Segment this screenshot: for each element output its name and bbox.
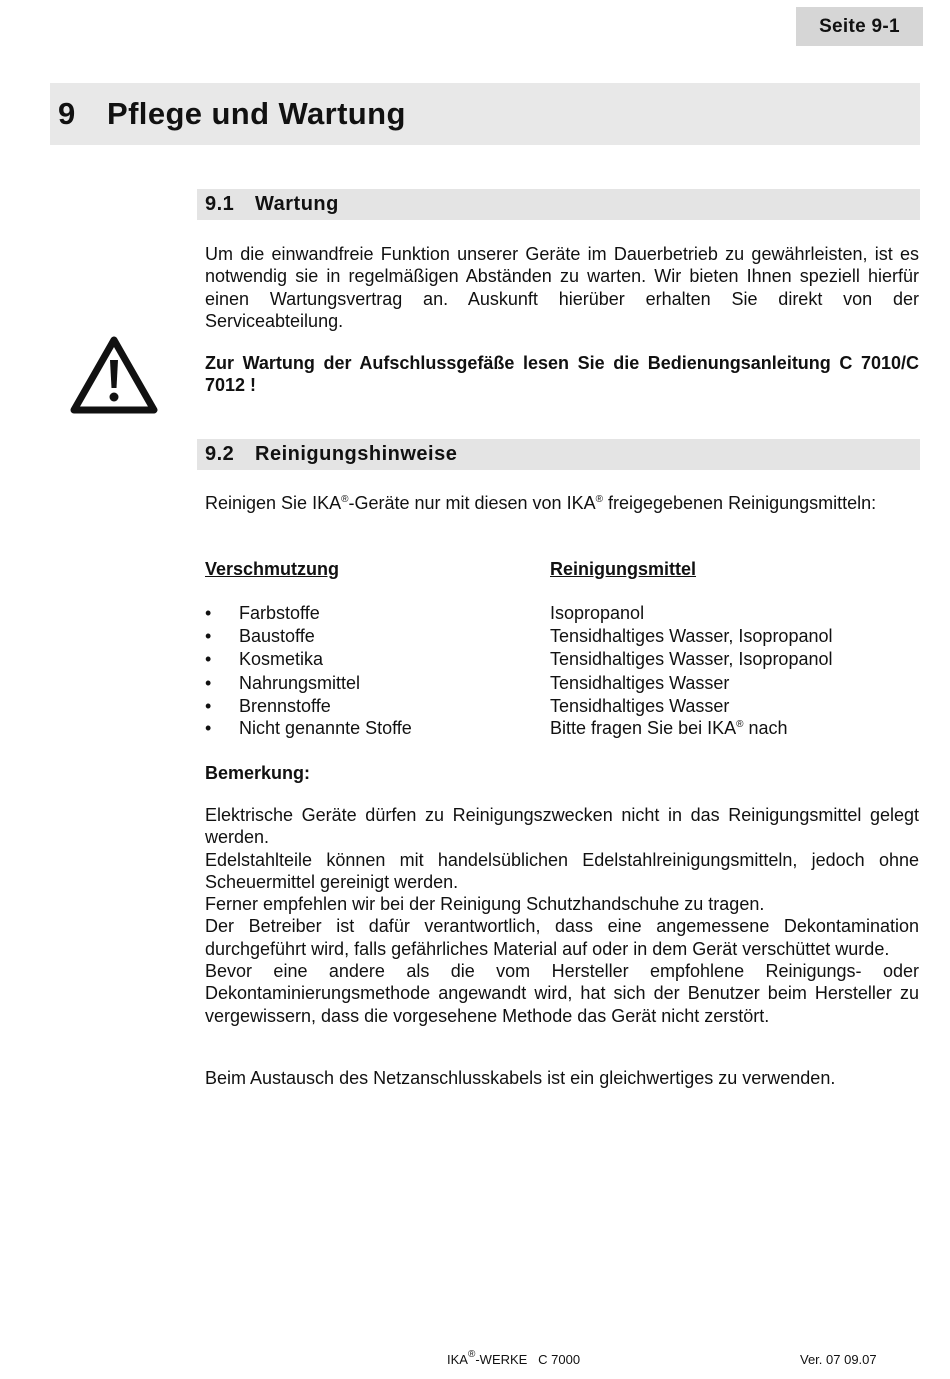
bullet: • <box>205 718 212 738</box>
cable-replacement-note: Beim Austausch des Netzanschlusskabels ist ein gleichwertiges zu verwenden. <box>205 1068 836 1088</box>
cleaning-agent: Tensidhaltiges Wasser <box>550 673 730 693</box>
agent-text-tail: nach <box>743 718 788 738</box>
registered-mark: ® <box>467 1349 476 1360</box>
contamination-column-header: Verschmutzung <box>205 559 340 579</box>
cleaning-agent: Tensidhaltiges Wasser <box>550 696 730 716</box>
section-heading-reinigungshinweise <box>197 439 920 470</box>
cleaning-table-row <box>205 648 919 671</box>
remark-line: Ferner empfehlen wir bei der Reinigung Schutzhandschuhe zu tragen. <box>205 894 765 915</box>
footer-brand <box>447 1351 580 1369</box>
contamination-type: Baustoffe <box>239 626 315 646</box>
section-title: Reinigungshinweise <box>255 443 458 465</box>
cleaning-table-row <box>205 602 919 625</box>
cleaning-table-row <box>205 625 919 648</box>
maintenance-paragraph: Um die einwandfreie Funktion unserer Geräte im Dauerbetrieb zu gewährleisten, ist es notwendig sie in regelmäßigen Abständen zu warten. Wir bieten Ihnen speziell hierfür einen Wartungsvertrag an. Auskunft hierüber erhalten Sie direkt von der Serviceabteilung. <box>205 244 919 331</box>
registered-mark: ® <box>341 494 349 505</box>
page-number-label: Seite 9-1 <box>796 7 923 46</box>
registered-mark: ® <box>736 719 744 730</box>
contamination-type: Brennstoffe <box>239 696 331 716</box>
contamination-type: Nicht genannte Stoffe <box>239 718 412 738</box>
remark-line: Bevor eine andere als die vom Hersteller empfohlene Reinigungs- oder Dekontaminierungsmethode angewandt wird, hat sich der Benutzer beim Hersteller zu vergewissern, dass die vorgesehene Methode das Gerät nicht zerstört. <box>205 961 919 1026</box>
bullet: • <box>205 696 212 716</box>
bullet: • <box>205 649 212 669</box>
section-heading-wartung <box>197 189 920 220</box>
contamination-type: Nahrungsmittel <box>239 673 361 693</box>
contamination-type: Kosmetika <box>239 649 324 669</box>
cleaning-intro-paragraph <box>205 492 919 514</box>
intro-text: -Geräte nur mit diesen von IKA <box>348 493 596 513</box>
brand-tail: -WERKE C 7000 <box>475 1352 581 1367</box>
maintenance-warning-text: Zur Wartung der Aufschlussgefäße lesen Sie die Bedienungsanleitung C 7010/C 7012 ! <box>205 353 919 396</box>
cleaning-table-row <box>205 695 919 718</box>
section-number: 9.1 <box>205 193 235 215</box>
cleaning-agent <box>550 717 788 739</box>
contamination-type: Farbstoffe <box>239 603 320 623</box>
bullet: • <box>205 673 212 693</box>
cleaning-table-row <box>205 717 919 740</box>
cleaning-table-row <box>205 672 919 695</box>
chapter-number: 9 <box>58 96 76 131</box>
cleaning-agent: Tensidhaltiges Wasser, Isopropanol <box>550 626 833 646</box>
intro-text: Reinigen Sie IKA <box>205 493 342 513</box>
remark-line: Edelstahlteile können mit handelsüblichen Edelstahlreinigungsmitteln, jedoch ohne Scheuermittel gereinigt werden. <box>205 849 919 892</box>
bullet: • <box>205 626 212 646</box>
registered-mark: ® <box>595 494 603 505</box>
cleaning-agent: Isopropanol <box>550 603 645 623</box>
section-number: 9.2 <box>205 443 235 465</box>
chapter-heading <box>50 83 920 145</box>
chapter-title: Pflege und Wartung <box>107 96 406 131</box>
remark-line: Elektrische Geräte dürfen zu Reinigungszwecken nicht in das Reinigungsmittel gelegt werden. <box>205 805 919 848</box>
agent-text: Bitte fragen Sie bei IKA <box>550 718 737 738</box>
remark-label: Bemerkung: <box>205 763 311 783</box>
remark-line: Der Betreiber ist dafür verantwortlich, dass eine angemessene Dekontamination durchgeführt wird, falls gefährliches Material auf oder in dem Gerät verschüttet wurde. <box>205 916 919 959</box>
cleaning-agent: Tensidhaltiges Wasser, Isopropanol <box>550 649 833 669</box>
bullet: • <box>205 603 212 623</box>
cleaning-agent-column-header: Reinigungsmittel <box>550 559 697 579</box>
section-title: Wartung <box>255 193 339 215</box>
intro-text: freigegebenen Reinigungsmitteln: <box>602 493 877 513</box>
warning-triangle-icon <box>70 336 158 416</box>
remarks-block <box>205 804 919 1027</box>
footer-version: Ver. 07 09.07 <box>800 1352 877 1367</box>
brand-name: IKA <box>447 1352 468 1367</box>
